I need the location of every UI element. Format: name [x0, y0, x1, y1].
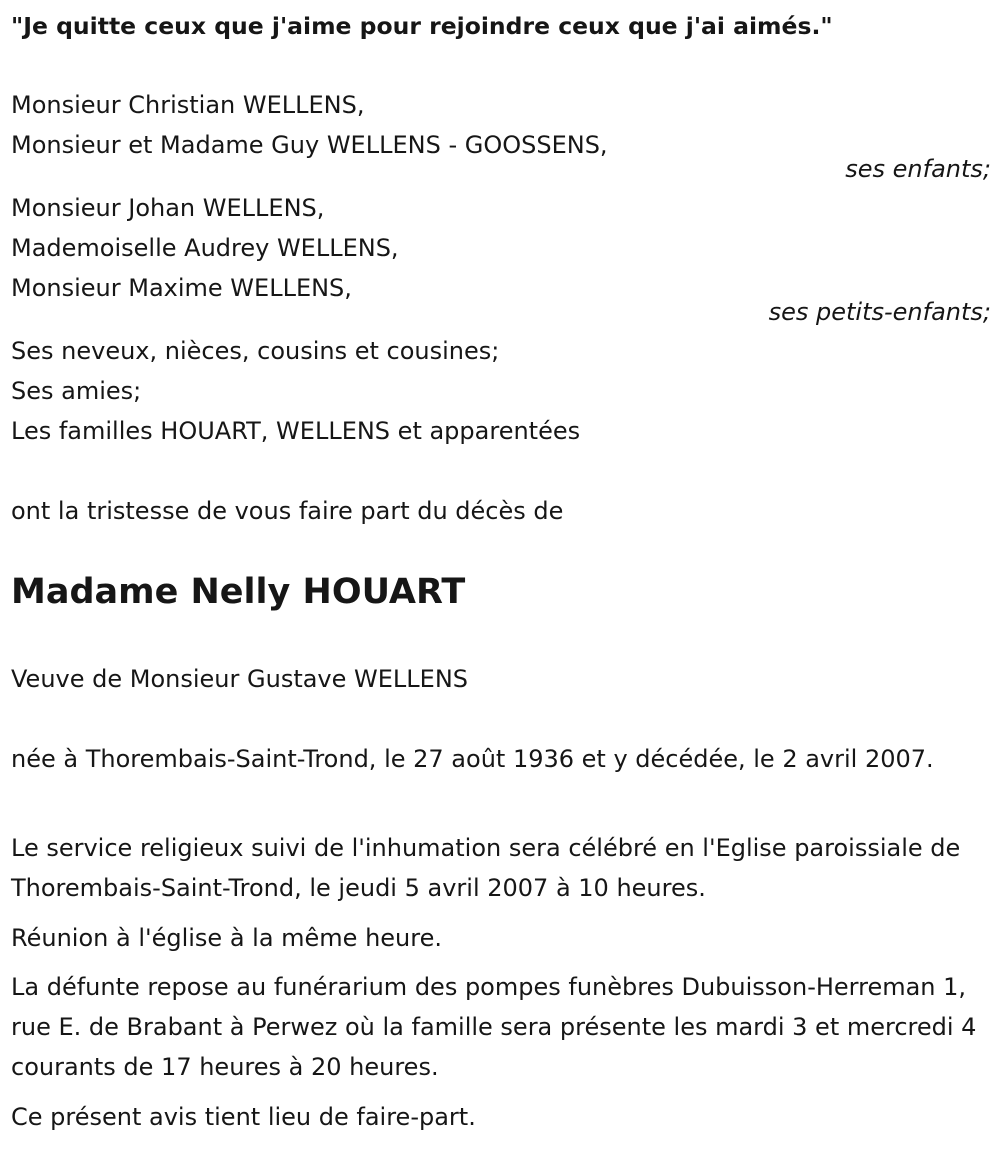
announcement: ont la tristesse de vous faire part du décès de [11, 497, 564, 525]
grandchild-line-1: Monsieur Johan WELLENS, [11, 194, 325, 222]
relatives-line-2: Ses amies; [11, 377, 142, 405]
children-role: ses enfants; [845, 155, 991, 183]
funeral-home-paragraph: La défunte repose au funérarium des pompes funèbres Dubuisson-Herreman 1, rue E. de Brabant à Perwez où la famille sera présente les mardi 3 et mercredi 4 courants de 17 heures à 20 heures. [11, 973, 977, 1081]
grandchild-line-3: Monsieur Maxime WELLENS, [11, 274, 352, 302]
deceased-name: Madame Nelly HOUART [11, 572, 466, 612]
children-line-1: Monsieur Christian WELLENS, [11, 91, 365, 119]
birth-death-paragraph: née à Thorembais-Saint-Trond, le 27 août 1936 et y décédée, le 2 avril 2007. [11, 745, 934, 773]
grandchild-line-2: Mademoiselle Audrey WELLENS, [11, 234, 399, 262]
service-paragraph: Le service religieux suivi de l'inhumation sera célébré en l'Eglise paroissiale de Thorembais-Saint-Trond, le jeudi 5 avril 2007 à 10 heures. [11, 834, 961, 902]
closing-paragraph: Ce présent avis tient lieu de faire-part. [11, 1103, 476, 1131]
relatives-line-1: Ses neveux, nièces, cousins et cousines; [11, 337, 500, 365]
children-line-2: Monsieur et Madame Guy WELLENS - GOOSSENS, [11, 131, 608, 159]
widow-of: Veuve de Monsieur Gustave WELLENS [11, 665, 469, 693]
grandchildren-role: ses petits-enfants; [768, 298, 991, 326]
meeting-paragraph: Réunion à l'église à la même heure. [11, 924, 442, 952]
quote: "Je quitte ceux que j'aime pour rejoindre ceux que j'ai aimés." [11, 12, 833, 40]
relatives-line-3: Les familles HOUART, WELLENS et apparentées [11, 417, 581, 445]
